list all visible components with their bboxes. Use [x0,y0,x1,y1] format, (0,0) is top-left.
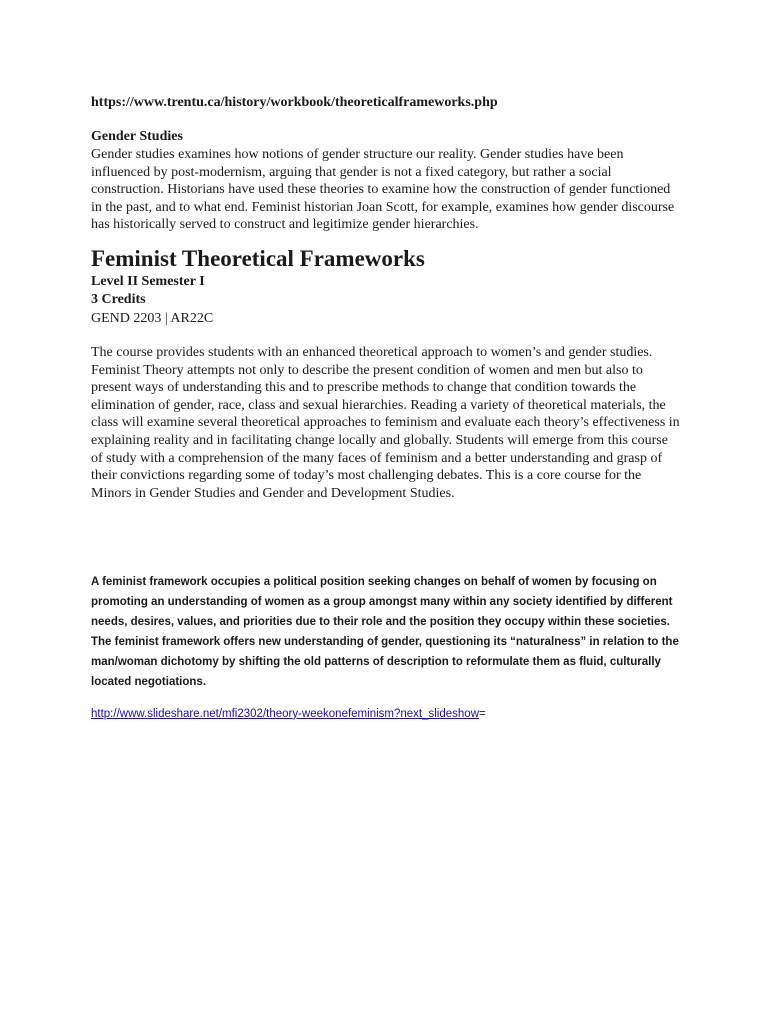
feminist-framework-paragraph: A feminist framework occupies a political position seeking changes on behalf of women by focusing on promoting an understanding of women as a group amongst many within any society identified by different needs, desires, values, and priorities due to their role and the position they occupy within these societies. The feminist framework offers new understanding of gender, questioning its “naturalness” in relation to the man/woman dichotomy by shifting the old patterns of description to reformulate them as fluid, culturally located negotiations. [91,576,679,689]
source-url: https://www.trentu.ca/history/workbook/theoreticalframeworks.php [91,95,498,110]
slideshare-link[interactable]: http://www.slideshare.net/mfi2302/theory-weekonefeminism?next_slideshow [91,707,480,720]
link-suffix: = [479,707,486,720]
gender-studies-heading: Gender Studies [91,129,183,144]
course-title: Feminist Theoretical Frameworks [91,245,425,271]
slideshare-link-line [91,704,681,724]
course-level: Level II Semester I [91,273,205,289]
gender-studies-paragraph: Gender studies examines how notions of gender structure our reality. Gender studies have been influenced by post-modernism, arguing that gender is not a fixed category, but rather a social construction. Historians have used these theories to examine how the construction of gender functioned in the past, and to what end. Feminist historian Joan Scott, for example, examines how gender discourse has historically served to construct and legitimize gender hierarchies. [91,147,675,233]
course-code: GEND 2203 | AR22C [91,310,214,326]
course-credits: 3 Credits [91,291,146,307]
document-content [91,94,681,724]
course-description: The course provides students with an enhanced theoretical approach to women’s and gender studies. Feminist Theory attempts not only to describe the present condition of women and men but also to present ways of understanding this and to prescribe methods to change that condition towards the elimination of gender, race, class and sexual hierarchies. Reading a variety of theoretical materials, the class will examine several theoretical approaches to feminism and evaluate each theory’s effectiveness in explaining reality and in facilitating change locally and globally. Students will emerge from this course of study with a comprehension of the many faces of feminism and a better understanding and grasp of their convictions regarding some of today’s most challenging debates. This is a core course for the Minors in Gender Studies and Gender and Development Studies. [91,344,680,501]
